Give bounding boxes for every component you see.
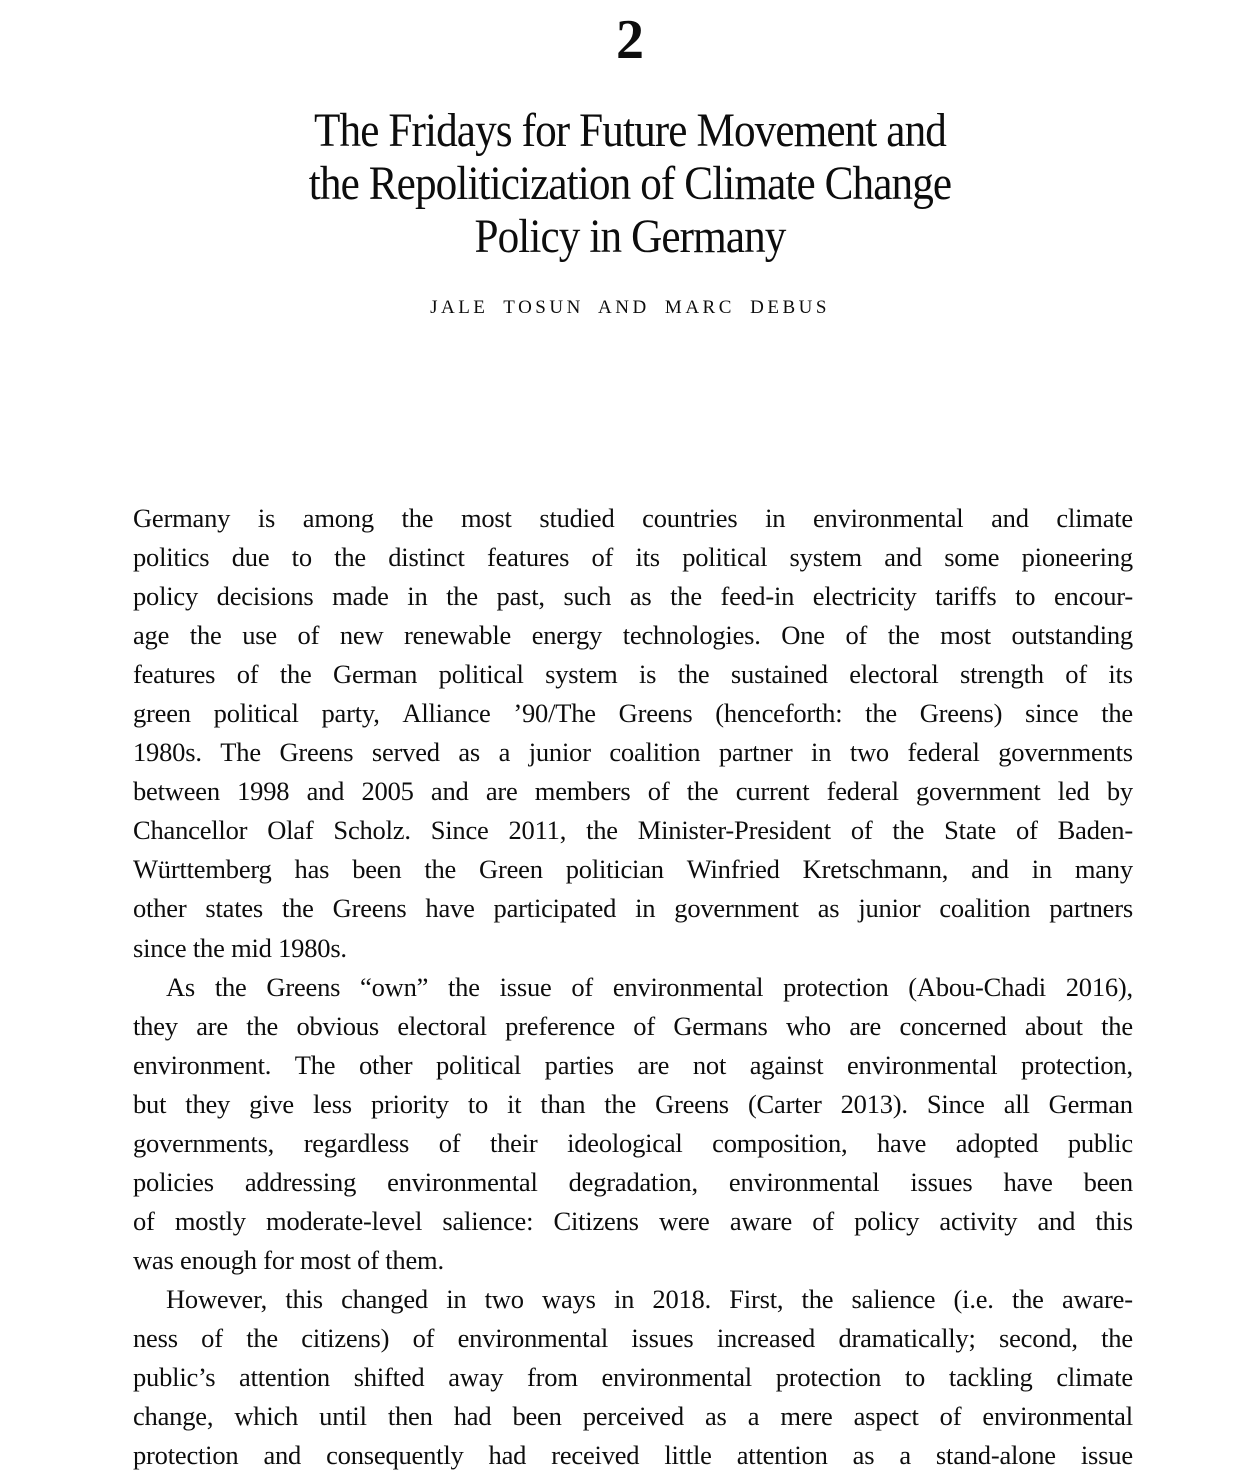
body-line: between 1998 and 2005 and are members of the current federal government led by [133, 776, 1133, 807]
body-text [133, 499, 1133, 1475]
title-line: the Repoliticization of Climate Change [308, 157, 952, 210]
body-line: Württemberg has been the Green politician Winfried Kretschmann, and in many [133, 854, 1133, 885]
body-line: public’s attention shifted away from environmental protection to tackling climate [133, 1362, 1133, 1393]
body-line: However, this changed in two ways in 2018. First, the salience (i.e. the aware- [166, 1283, 1133, 1314]
body-line: policies addressing environmental degradation, environmental issues have been [133, 1166, 1133, 1197]
body-line: was enough for most of them. [133, 1244, 444, 1275]
body-line: environment. The other political parties are not against environmental protection, [133, 1049, 1133, 1080]
body-line: ness of the citizens) of environmental issues increased dramatically; second, the [133, 1322, 1133, 1353]
body-line: 1980s. The Greens served as a junior coalition partner in two federal governments [133, 737, 1133, 768]
chapter-title [63, 104, 1197, 263]
body-line: but they give less priority to it than the Greens (Carter 2013). Since all German [133, 1088, 1133, 1119]
body-line: green political party, Alliance ’90/The Greens (henceforth: the Greens) since the [133, 698, 1133, 729]
body-line: other states the Greens have participated in government as junior coalition partners [133, 893, 1133, 924]
body-line: features of the German political system is the sustained electoral strength of its [133, 659, 1133, 690]
body-line: they are the obvious electoral preference of Germans who are concerned about the [133, 1010, 1133, 1041]
body-line: of mostly moderate-level salience: Citizens were aware of policy activity and this [133, 1205, 1133, 1236]
title-line: Policy in Germany [474, 210, 786, 263]
body-line: policy decisions made in the past, such as the feed-in electricity tariffs to encour- [133, 581, 1133, 612]
body-line: Germany is among the most studied countries in environmental and climate [133, 503, 1133, 533]
body-line: Chancellor Olaf Scholz. Since 2011, the Minister-President of the State of Baden- [133, 815, 1133, 846]
body-line: politics due to the distinct features of its political system and some pioneering [133, 542, 1133, 573]
body-line: As the Greens “own” the issue of environmental protection (Abou-Chadi 2016), [166, 971, 1133, 1002]
chapter-number: 2 [616, 9, 644, 71]
body-line: age the use of new renewable energy technologies. One of the most outstanding [133, 620, 1133, 651]
authors-byline: JALE TOSUN AND MARC DEBUS [430, 297, 830, 318]
body-line: protection and consequently had received little attention as a stand-alone issue [133, 1440, 1133, 1471]
body-line: since the mid 1980s. [133, 932, 347, 963]
title-line: The Fridays for Future Movement and [314, 104, 946, 157]
body-line: change, which until then had been perceived as a mere aspect of environmental [133, 1401, 1133, 1432]
body-line: governments, regardless of their ideological composition, have adopted public [133, 1127, 1133, 1158]
